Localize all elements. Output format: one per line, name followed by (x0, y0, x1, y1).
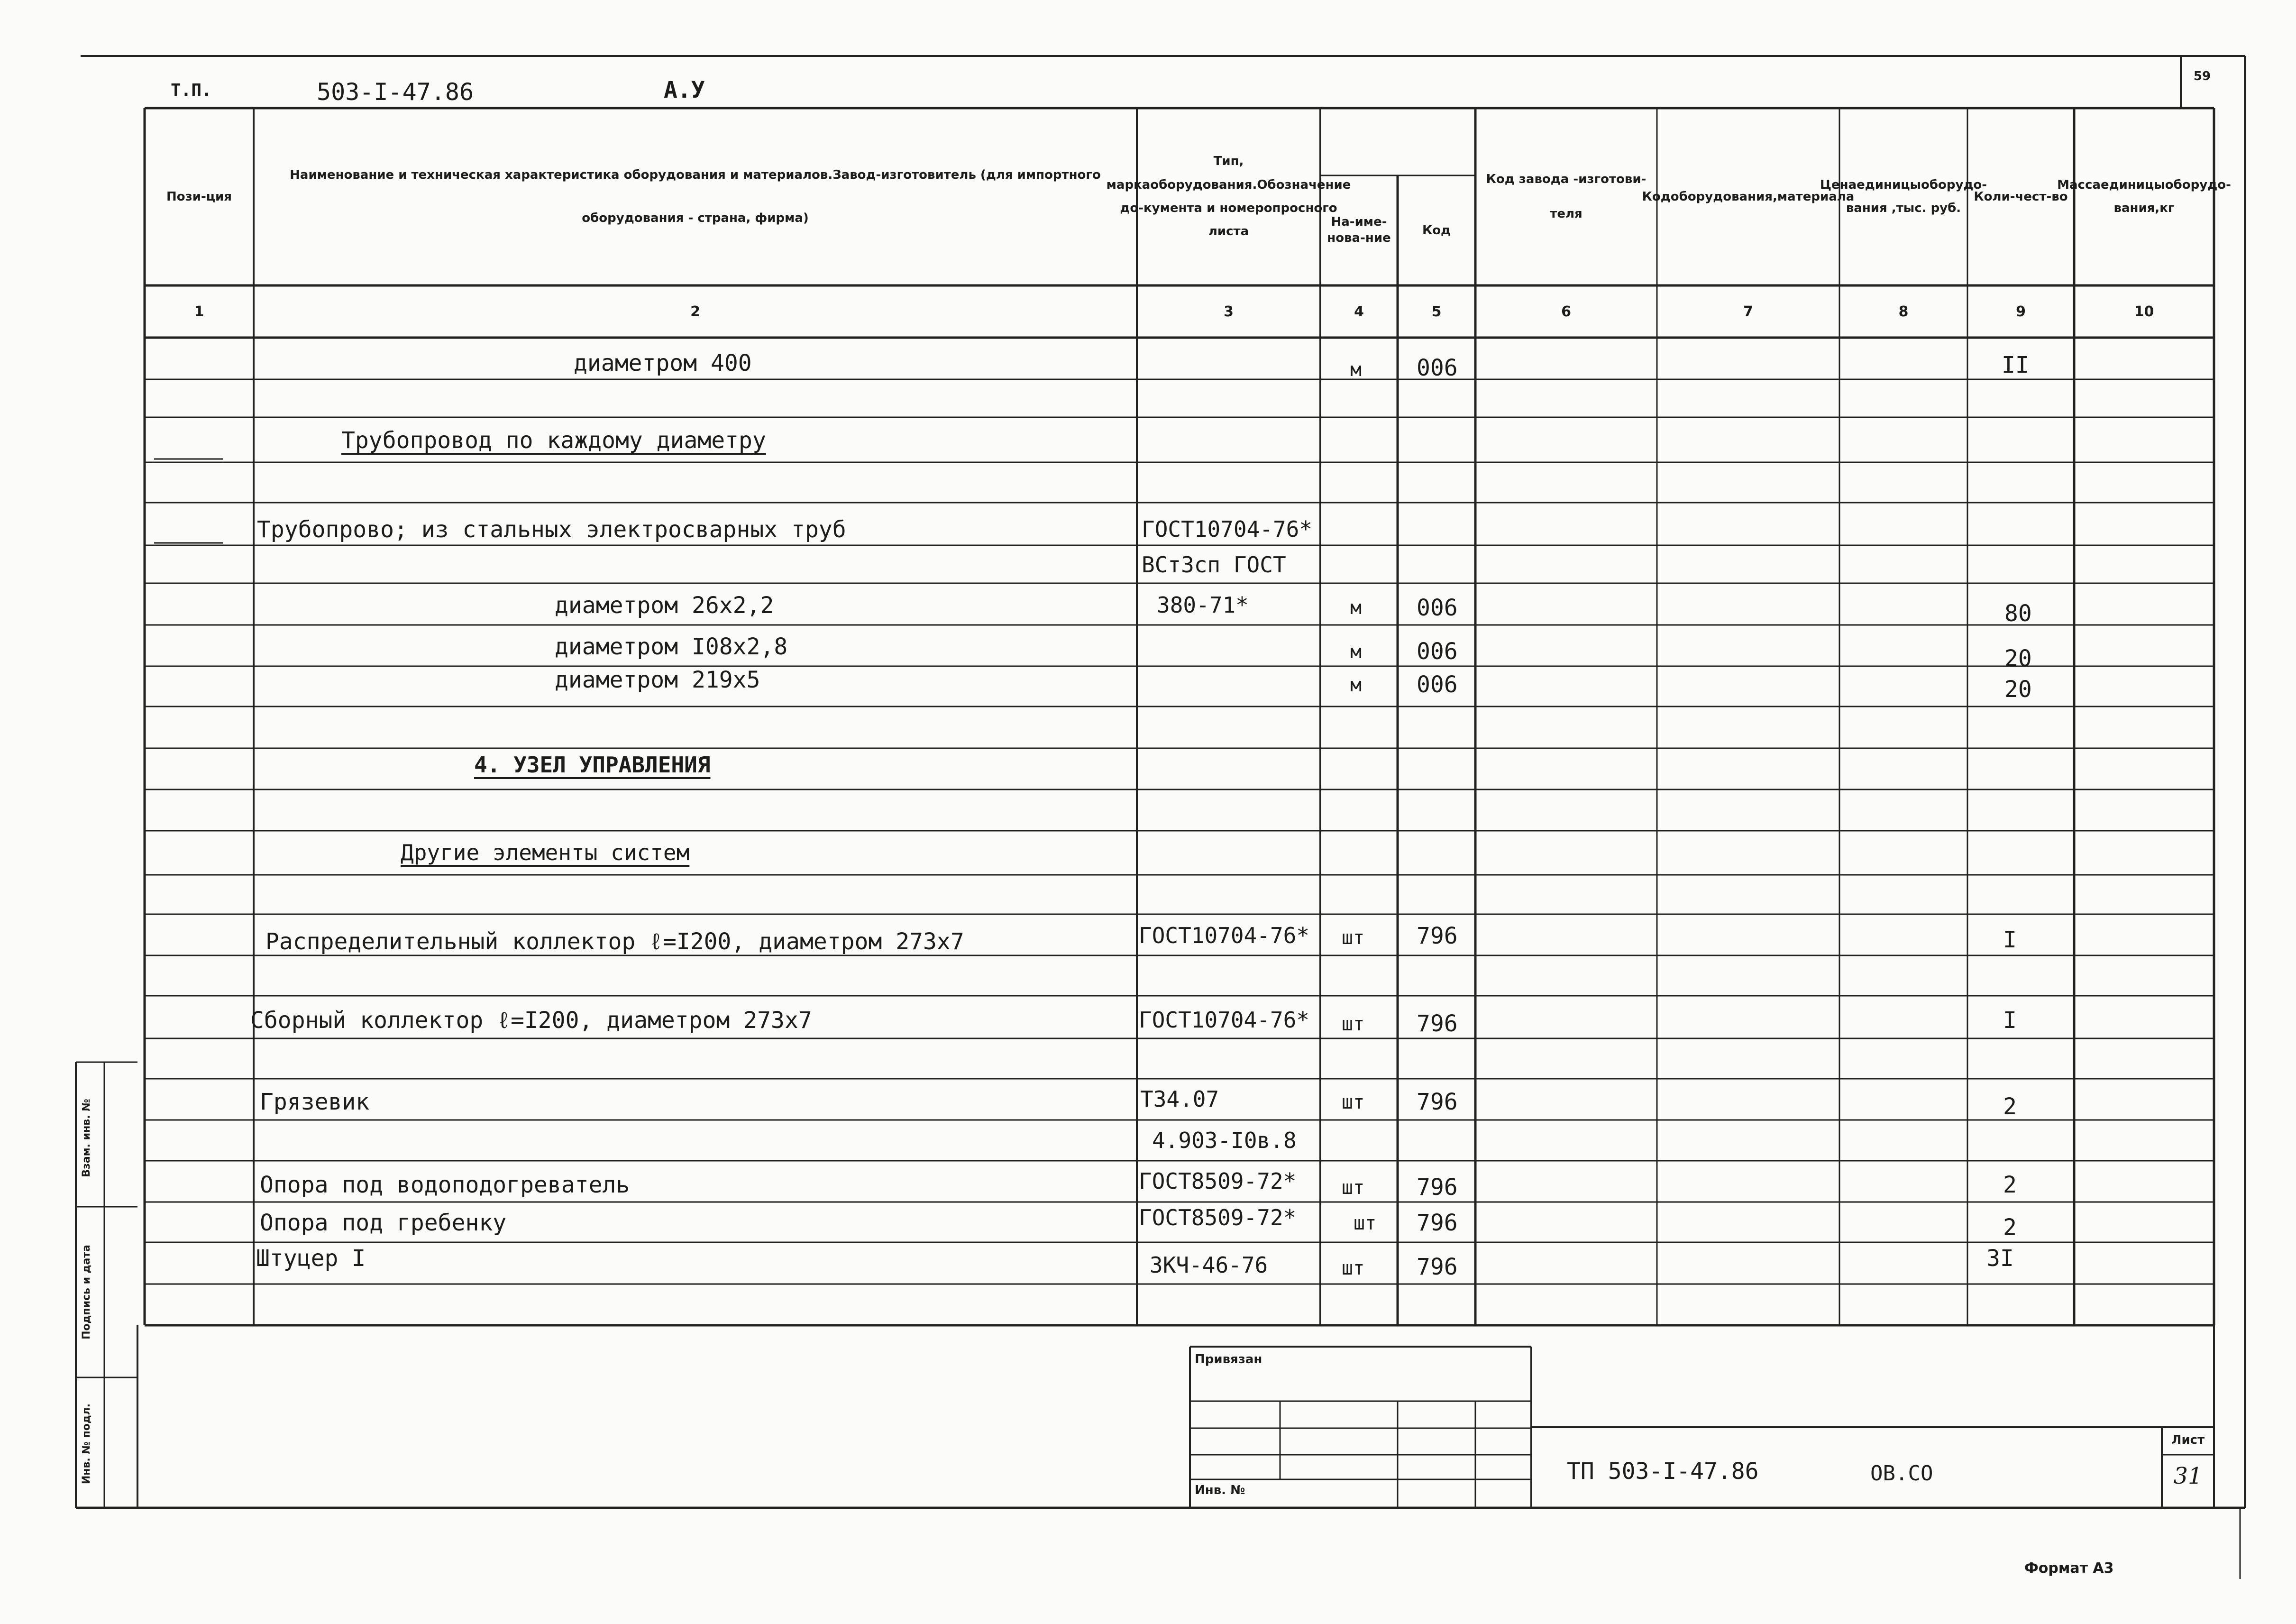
row-3-name: Трубопрово; из стальных электросварных труб (257, 516, 846, 543)
row-16-name: Штуцер I (256, 1245, 366, 1272)
row-7-name: диаметром 219х5 (555, 667, 760, 693)
col-num-3: 3 (1224, 303, 1234, 320)
row-11-qty: I (2003, 1007, 2017, 1034)
row-5-name: диаметром 26х2,2 (555, 592, 774, 619)
album-code: А.У (664, 77, 705, 103)
stamp-doc-code: ТП 503-I-47.86 (1567, 1458, 1759, 1485)
row-10-qty: I (2003, 927, 2017, 953)
row-5-code: 006 (1417, 595, 1458, 621)
row-14-code: 796 (1417, 1174, 1458, 1201)
row-5-type: 380-71* (1157, 592, 1249, 618)
row-1-unit: м (1350, 359, 1362, 381)
row-7-qty: 20 (2004, 676, 2032, 703)
row-10-name: Распределительный коллектор ℓ=I200, диаметром 273х7 (265, 928, 964, 955)
side-sign-date: Подпись и дата (81, 1245, 92, 1340)
col-num-5: 5 (1431, 303, 1442, 320)
row-1-name: диаметром 400 (574, 350, 752, 376)
col-num-8: 8 (1898, 303, 1909, 320)
row-12-name: Грязевик (260, 1089, 370, 1115)
col-header-price: Ценаединицыоборудо-вания ,тыс. руб. (1820, 177, 1987, 215)
stamp-doc-suffix: ОВ.СО (1870, 1461, 1933, 1486)
stamp-sheet-label: Лист (2171, 1433, 2205, 1447)
row-5-unit: м (1350, 597, 1362, 619)
col-header-unit-code: Код (1422, 223, 1451, 238)
row-12-qty: 2 (2003, 1093, 2017, 1120)
row-14-name: Опора под водоподогреватель (260, 1172, 630, 1198)
row-15-unit: шт (1354, 1212, 1377, 1234)
col-header-position: Пози-ция (166, 189, 232, 204)
row-3-type: ГОСТ10704-76* (1142, 516, 1313, 542)
row-7-unit: м (1350, 674, 1362, 696)
row-16-type: ЗКЧ-46-76 (1150, 1252, 1268, 1278)
row-6-name: диаметром I08х2,8 (555, 633, 788, 660)
format-label: Формат А3 (2024, 1560, 2114, 1577)
row-10-unit: шт (1342, 927, 1365, 949)
row-6-code: 006 (1417, 638, 1458, 665)
row-16-code: 796 (1417, 1254, 1458, 1280)
col-header-quantity: Коли-чест-во (1974, 189, 2068, 204)
row-6-unit: м (1350, 641, 1362, 663)
side-inv-replace: Взам. инв. № (81, 1099, 92, 1177)
col-header-unit-name: На-име-нова-ние (1327, 215, 1391, 245)
row-11-type: ГОСТ10704-76* (1139, 1007, 1310, 1033)
row-5-qty: 80 (2004, 600, 2032, 627)
col-num-4: 4 (1354, 303, 1364, 320)
row-4-type: ВСт3сп ГОСТ (1142, 552, 1286, 578)
stamp-sheet-value: 31 (2173, 1463, 2203, 1489)
side-inv-original: Инв. № подл. (81, 1403, 92, 1485)
row-8-name: 4. УЗЕЛ УПРАВЛЕНИЯ (474, 752, 711, 778)
col-header-plant-code: Код завода -изготови-теля (1486, 172, 1647, 221)
row-11-unit: шт (1342, 1013, 1365, 1035)
stamp-inv-no: Инв. № (1195, 1483, 1245, 1497)
row-11-code: 796 (1417, 1010, 1458, 1037)
row-14-type: ГОСТ8509-72* (1139, 1168, 1297, 1194)
row-7-code: 006 (1417, 671, 1458, 698)
project-number: 503-I-47.86 (317, 78, 474, 106)
col-num-10: 10 (2134, 303, 2154, 320)
row-12-type: Т34.07 (1140, 1086, 1219, 1112)
row-1-qty: II (2002, 352, 2029, 378)
col-header-name: Наименование и техническая характеристика оборудования и материалов.Завод-изготовитель (для импортного оборудования - страна, фирма) (290, 168, 1101, 225)
row-2-name: Трубопровод по каждому диаметру (341, 427, 766, 454)
row-14-unit: шт (1342, 1177, 1365, 1199)
row-15-qty: 2 (2003, 1214, 2017, 1241)
row-13-type: 4.903-I0в.8 (1152, 1128, 1297, 1153)
stamp-privyazan: Привязан (1195, 1352, 1262, 1367)
row-10-code: 796 (1417, 923, 1458, 949)
corner-sheet-number: 59 (2193, 69, 2211, 83)
row-15-code: 796 (1417, 1210, 1458, 1236)
row-11-name: Сборный коллектор ℓ=I200, диаметром 273х7 (250, 1007, 812, 1034)
row-16-qty: 3I (1986, 1245, 2014, 1272)
row-12-unit: шт (1342, 1092, 1365, 1113)
col-header-type: Тип, маркаоборудования.Обозначение до-кумента и номеропросного листа (1106, 154, 1351, 239)
row-14-qty: 2 (2003, 1172, 2017, 1198)
col-num-7: 7 (1743, 303, 1753, 320)
tp-label: Т.П. (171, 81, 212, 100)
row-15-name: Опора под гребенку (260, 1210, 507, 1236)
col-header-equipment-code: Кодоборудования,материала (1642, 189, 1855, 204)
row-6-qty: 20 (2004, 645, 2032, 672)
row-9-name: Другие элементы систем (401, 840, 690, 865)
row-15-type: ГОСТ8509-72* (1139, 1205, 1297, 1230)
row-10-type: ГОСТ10704-76* (1139, 923, 1310, 948)
col-num-2: 2 (690, 303, 700, 320)
row-16-unit: шт (1342, 1257, 1365, 1279)
row-12-code: 796 (1417, 1089, 1458, 1115)
col-num-6: 6 (1561, 303, 1571, 320)
col-num-1: 1 (194, 303, 204, 320)
col-header-mass: Массаединицыоборудо-вания,кг (2057, 177, 2231, 215)
col-header-unit-group (1320, 111, 1475, 173)
col-num-9: 9 (2016, 303, 2026, 320)
row-1-code: 006 (1417, 355, 1458, 381)
